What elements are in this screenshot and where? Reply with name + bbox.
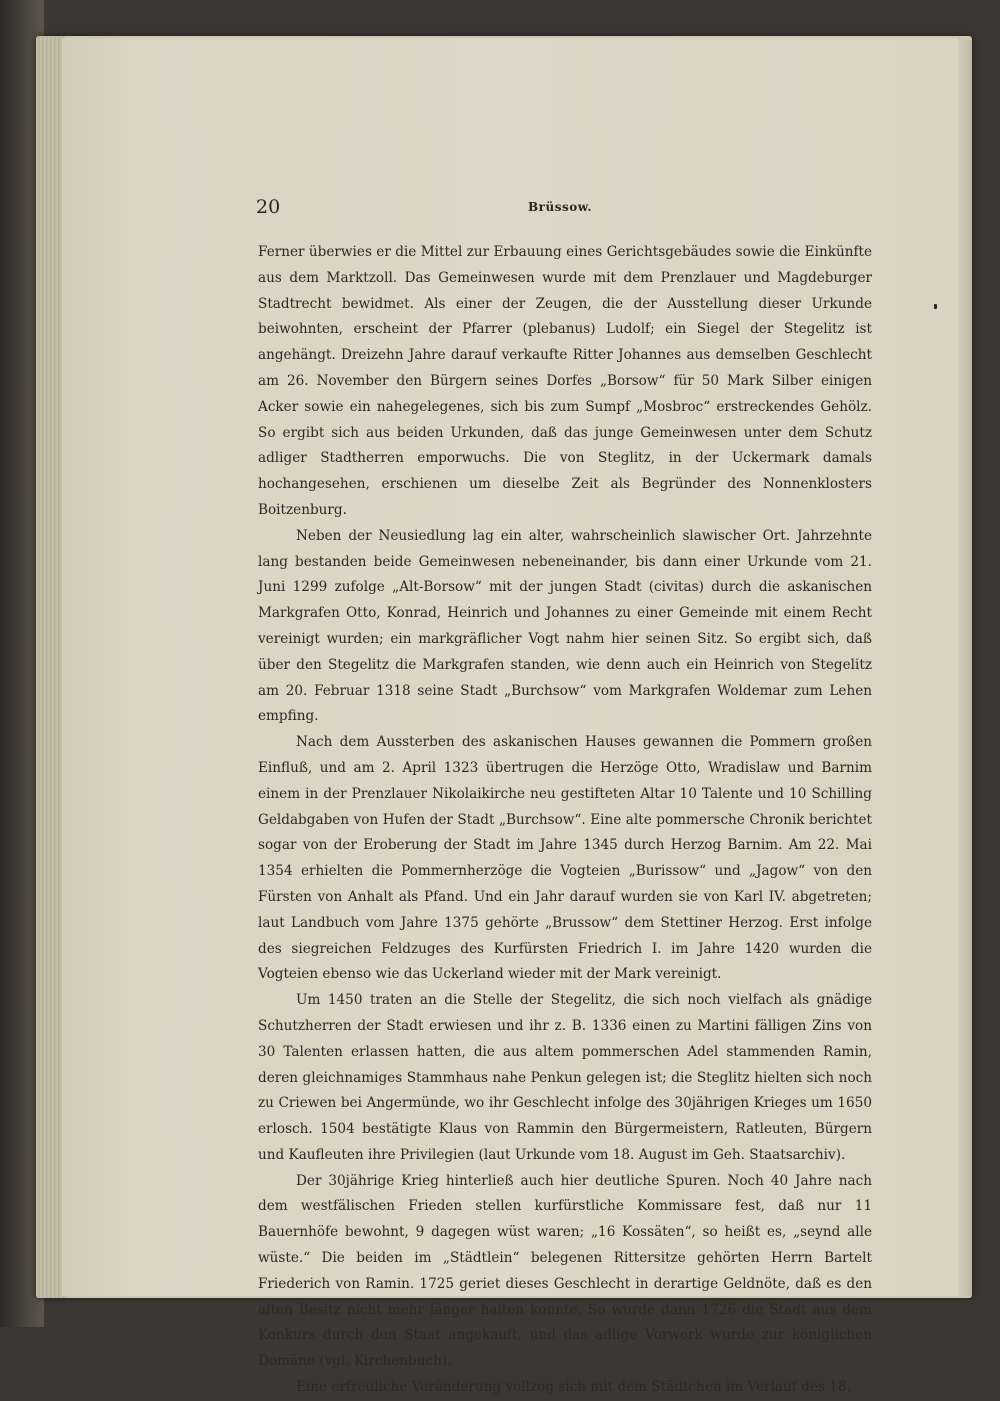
page-number: 20 (256, 196, 281, 218)
paragraph: Nach dem Aussterben des askanischen Hauses gewannen die Pommern großen Einfluß, und am 2. April 1323 übertrugen die Herzöge Otto, Wradislaw und Barnim einem in der Prenzlauer Nikolaikirche neu gestifteten Altar 10 Talente und 10 Schilling Geldabgaben von Hufen der Stadt „Burchsow“. Eine alte pommersche Chronik berichtet sogar von der Eroberung der Stadt im Jahre 1345 durch Herzog Barnim. Am 22. Mai 1354 erhielten die Pommernherzöge die Vogteien „Burissow“ und „Jagow“ von den Fürsten von Anhalt als Pfand. Und ein Jahr darauf wurden sie von Karl IV. abgetreten; laut Landbuch vom Jahre 1375 gehörte „Brussow“ dem Stettiner Herzog. Erst infolge des siegreichen Feldzuges des Kurfürsten Friedrich I. im Jahre 1420 wurden die Vogteien ebenso wie das Uckerland wieder mit der Mark vereinigt. (258, 734, 872, 983)
page-header (256, 196, 876, 226)
running-title: Brüssow. (528, 200, 593, 214)
paragraph: Neben der Neusiedlung lag ein alter, wahrscheinlich slawischer Ort. Jahrzehnte lang bestanden beide Gemeinwesen nebeneinander, bis dann einer Urkunde vom 21. Juni 1299 zufolge „Alt-Borsow“ mit der jungen Stadt (civitas) durch die askanischen Markgrafen Otto, Konrad, Heinrich und Johannes zu einer Gemeinde mit einem Recht vereinigt wurden; ein markgräflicher Vogt nahm hier seinen Sitz. So ergibt sich, daß über den Stegelitz die Markgrafen standen, wie denn auch ein Heinrich von Stegelitz am 20. Februar 1318 seine Stadt „Burchsow“ vom Markgrafen Woldemar zum Lehen empfing. (258, 527, 872, 725)
paragraph: Eine erfreuliche Veränderung vollzog sich mit dem Städtchen im Verlauf des 18. (296, 1379, 851, 1396)
margin-mark (934, 304, 937, 309)
paragraph: Der 30jährige Krieg hinterließ auch hier deutliche Spuren. Noch 40 Jahre nach dem westfälischen Frieden stellen kurfürstliche Kommissare fest, daß nur 11 Bauernhöfe bewohnt, 9 dagegen wüst waren; „16 Kossäten“, so heißt es, „seynd alle wüste.“ Die beiden im „Städtlein“ belegenen Rittersitze gehörten Herrn Bartelt Friederich von Ramin. 1725 geriet dieses Geschlecht in derartige Geldnöte, daß es den alten Besitz nicht mehr länger halten konnte. So wurde dann 1726 die Stadt aus dem Konkurs durch den Staat angekauft, und das adlige Vorwerk wurde zur königlichen Domäne (vgl. Kirchenbuch). (258, 1172, 872, 1370)
body-text (258, 240, 872, 1401)
paragraph: Ferner überwies er die Mittel zur Erbauung eines Gerichtsgebäudes sowie die Einkünfte aus dem Marktzoll. Das Gemeinwesen wurde mit dem Prenzlauer und Magdeburger Stadtrecht bewidmet. Als einer der Zeugen, die der Ausstellung dieser Urkunde beiwohnten, erscheint der Pfarrer (plebanus) Ludolf; ein Siegel der Stegelitz ist angehängt. Dreizehn Jahre darauf verkaufte Ritter Johannes aus demselben Geschlecht am 26. November den Bürgern seines Dorfes „Borsow“ für 50 Mark Silber einigen Acker sowie ein nahegelegenes, sich bis zum Sumpf „Mosbroc“ erstreckendes Gehölz. So ergibt sich aus beiden Urkunden, daß das junge Gemeinwesen unter dem Schutz adliger Stadtherren emporwuchs. Die von Steglitz, in der Uckermark damals hochangesehen, erschienen um dieselbe Zeit als Begründer des Nonnenklosters Boitzenburg. (258, 244, 872, 518)
page-right-edge (958, 40, 972, 1296)
paragraph: Um 1450 traten an die Stelle der Stegelitz, die sich noch vielfach als gnädige Schutzherren der Stadt erwiesen und ihr z. B. 1336 einen zu Martini fälligen Zins von 30 Talenten erlassen hatten, die aus altem pommerschen Adel stammenden Ramin, deren gleichnamiges Stammhaus nahe Penkun gelegen ist; die Steglitz hielten sich noch zu Criewen bei Angermünde, wo ihr Geschlecht infolge des 30jährigen Krieges um 1650 erlosch. 1504 bestätigte Klaus von Rammin den Bürgermeistern, Ratleuten, Bürgern und Kaufleuten ihre Privilegien (laut Urkunde vom 18. August im Geh. Staatsarchiv). (258, 992, 872, 1163)
